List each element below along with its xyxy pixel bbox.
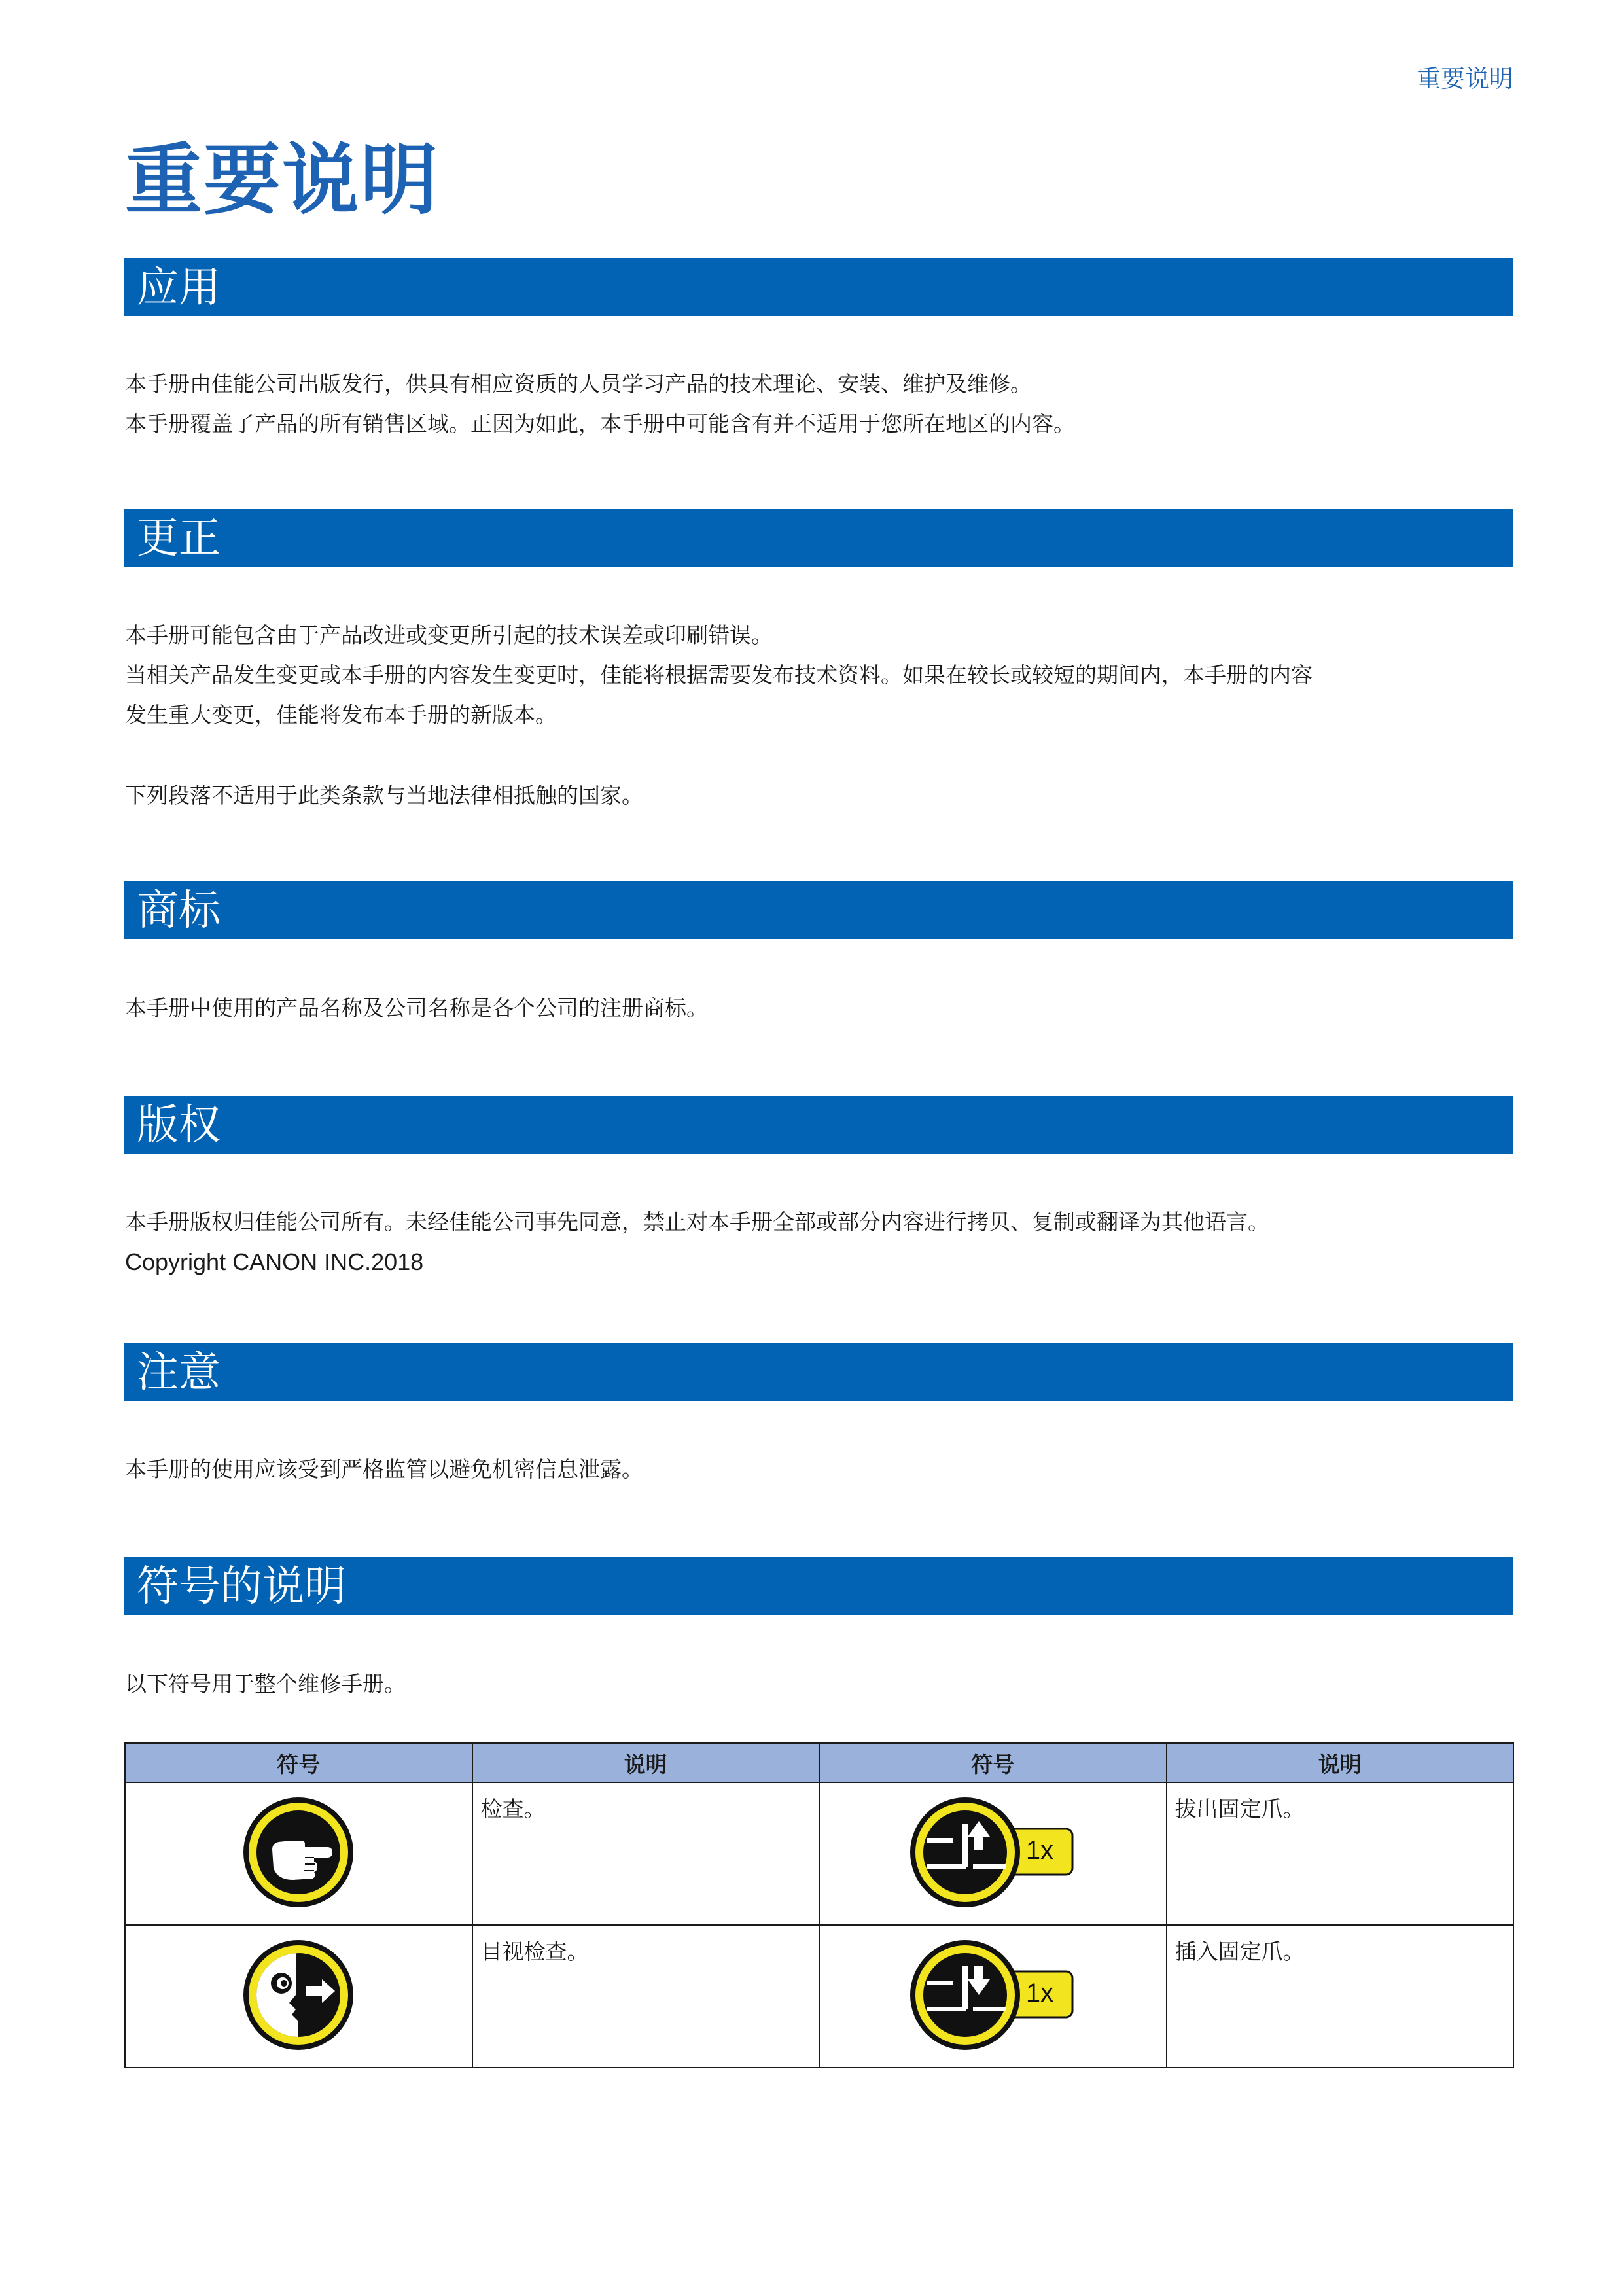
- trademarks-paragraph: [125, 988, 1512, 1028]
- page-title: 重要说明: [125, 135, 440, 225]
- section-heading-symbols: 符号的说明: [124, 1557, 1513, 1615]
- copyright-paragraph: [125, 1202, 1512, 1282]
- column-header-symbol: 符号: [125, 1743, 472, 1782]
- badge-count: 1x: [1026, 1979, 1054, 2007]
- column-header-symbol: 符号: [819, 1743, 1167, 1782]
- caution-paragraph: [125, 1449, 1512, 1489]
- symbols-intro: [125, 1664, 1512, 1704]
- text-line: 本手册版权归佳能公司所有。未经佳能公司事先同意，禁止对本手册全部或部分内容进行拷贝、复制或翻译为其他语言。: [125, 1209, 1269, 1235]
- section-heading-copyright: 版权: [124, 1096, 1513, 1154]
- description-cell: 检查。: [472, 1782, 820, 1925]
- text-line: 本手册可能包含由于产品改进或变更所引起的技术误差或印刷错误。: [125, 622, 773, 648]
- symbol-cell: [125, 1925, 472, 2068]
- text-line: 本手册由佳能公司出版发行，供具有相应资质的人员学习产品的技术理论、安装、维护及维修。: [125, 371, 1032, 397]
- description-cell: 插入固定爪。: [1167, 1925, 1514, 2068]
- description-cell: 拔出固定爪。: [1167, 1782, 1514, 1925]
- symbol-table: [124, 1742, 1514, 2068]
- application-paragraph: [125, 364, 1512, 444]
- text-line: 本手册中使用的产品名称及公司名称是各个公司的注册商标。: [125, 995, 708, 1021]
- column-header-description: 说明: [1167, 1743, 1514, 1782]
- badge-count: 1x: [1026, 1836, 1054, 1865]
- section-heading-corrections: 更正: [124, 509, 1513, 567]
- text-line: 当相关产品发生变更或本手册的内容发生变更时，佳能将根据需要发布技术资料。如果在较长或较短的期间内，本手册的内容: [125, 662, 1313, 688]
- description-cell: 目视检查。: [472, 1925, 820, 2068]
- section-heading-trademarks: 商标: [124, 881, 1513, 939]
- table-row: [125, 1782, 1513, 1925]
- corrections-paragraph: [125, 615, 1512, 735]
- claw-release-icon: [908, 1795, 1078, 1910]
- pointing-hand-icon: [241, 1795, 356, 1910]
- section-heading-caution: 注意: [124, 1343, 1513, 1401]
- copyright-notice: Copyright CANON INC.2018: [125, 1248, 424, 1275]
- text-line: 下列段落不适用于此类条款与当地法律相抵触的国家。: [125, 783, 643, 808]
- text-line: 发生重大变更，佳能将发布本手册的新版本。: [125, 702, 557, 728]
- corrections-note: [125, 775, 1512, 815]
- symbol-cell: [819, 1925, 1167, 2068]
- text-line: 以下符号用于整个维修手册。: [125, 1671, 406, 1697]
- table-row: [125, 1925, 1513, 2068]
- section-heading-application: 应用: [124, 258, 1513, 316]
- column-header-description: 说明: [472, 1743, 820, 1782]
- visual-inspection-icon: [241, 1937, 356, 2053]
- text-line: 本手册覆盖了产品的所有销售区域。正因为如此，本手册中可能含有并不适用于您所在地区的内容。: [125, 411, 1075, 436]
- running-header: 重要说明: [1417, 65, 1513, 93]
- claw-insert-icon: [908, 1937, 1078, 2053]
- symbol-cell: [819, 1782, 1167, 1925]
- table-header-row: [125, 1743, 1513, 1782]
- text-line: 本手册的使用应该受到严格监管以避免机密信息泄露。: [125, 1457, 643, 1482]
- symbol-cell: [125, 1782, 472, 1925]
